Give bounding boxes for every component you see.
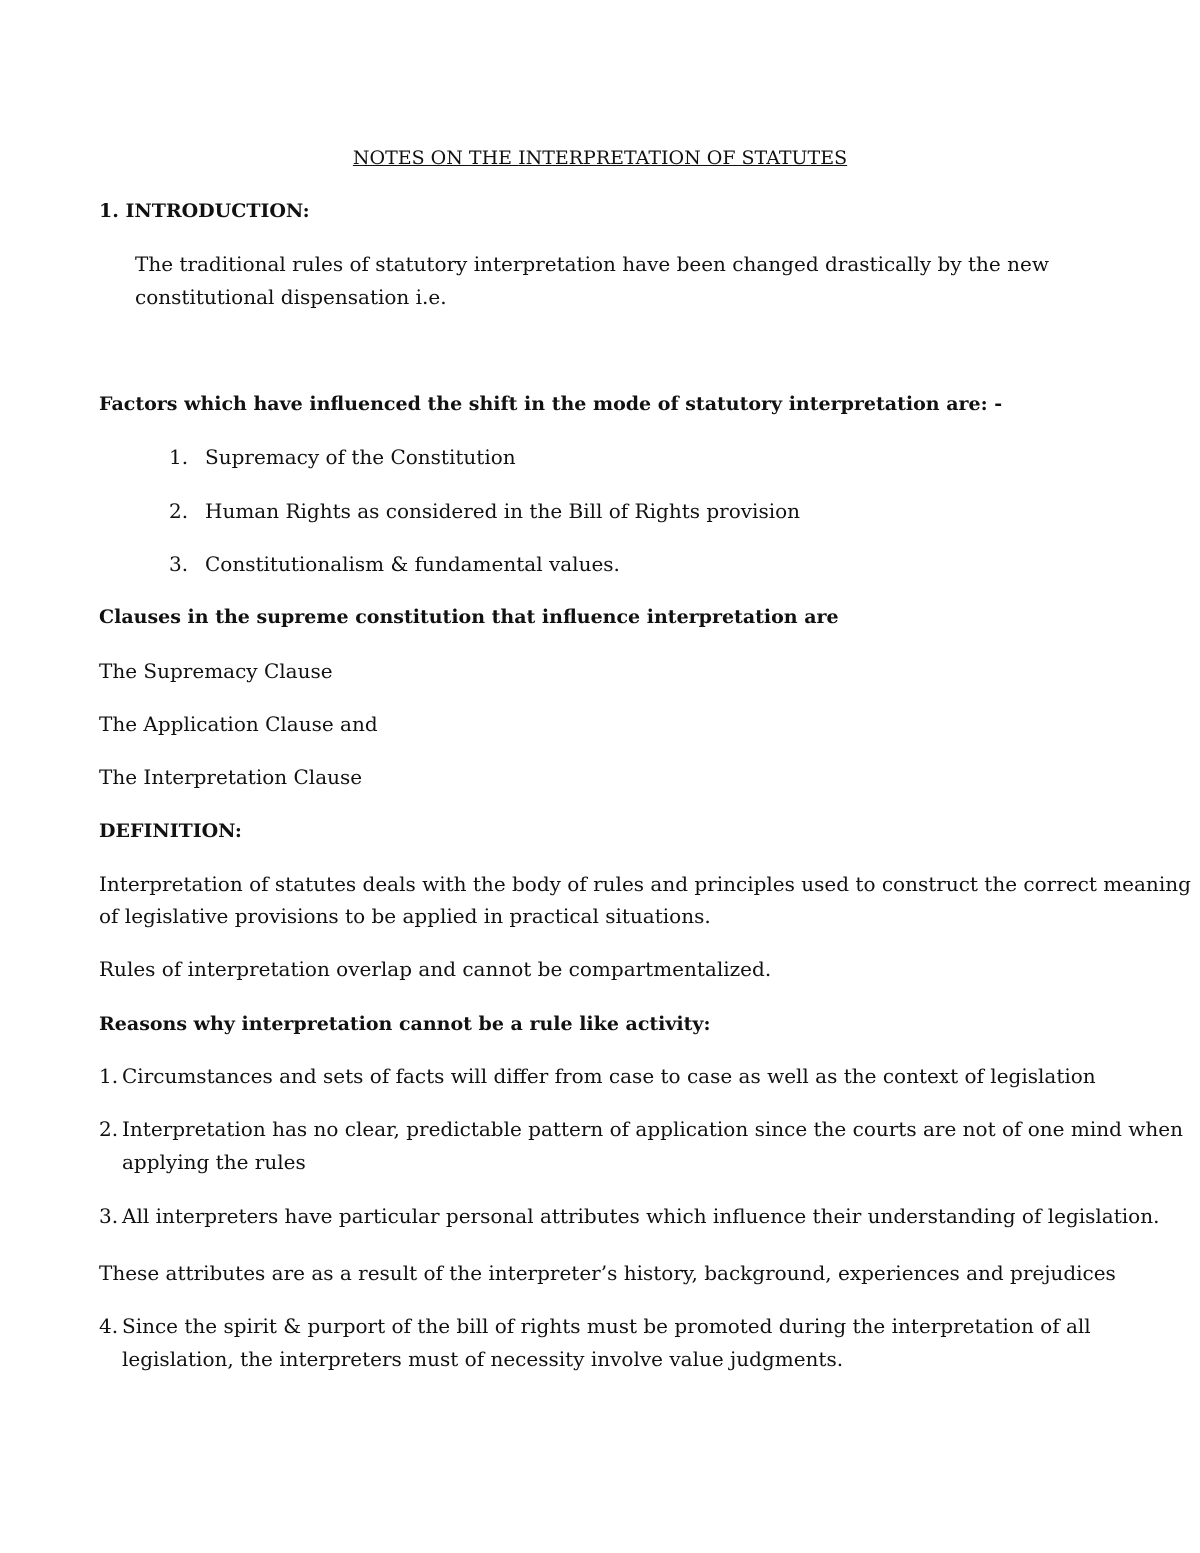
overlap-paragraph: Rules of interpretation overlap and cannot be compartmentalized.: [99, 957, 772, 981]
list-item: Constitutionalism & fundamental values.: [205, 552, 620, 576]
definition-paragraph-line: of legislative provisions to be applied in practical situations.: [99, 904, 711, 928]
list-item: All interpreters have particular personal attributes which influence their understanding of legislation.: [122, 1204, 1160, 1228]
reasons-heading: Reasons why interpretation cannot be a rule like activity:: [99, 1013, 711, 1035]
document-title: NOTES ON THE INTERPRETATION OF STATUTES: [352, 147, 848, 169]
list-item: Circumstances and sets of facts will differ from case to case as well as the context of legislation: [122, 1064, 1096, 1088]
list-item-continuation: applying the rules: [122, 1150, 306, 1174]
definition-paragraph-line: Interpretation of statutes deals with the body of rules and principles used to construct the correct meaning: [99, 872, 1191, 896]
list-item-number: 1.: [99, 1064, 119, 1088]
clause-line: The Interpretation Clause: [99, 765, 363, 789]
list-item: Supremacy of the Constitution: [205, 445, 516, 469]
list-item-number: 3.: [169, 552, 189, 576]
clauses-heading: Clauses in the supreme constitution that influence interpretation are: [99, 606, 839, 628]
list-item: Interpretation has no clear, predictable pattern of application since the courts are not of one mind when: [122, 1117, 1183, 1141]
list-item-number: 3.: [99, 1204, 119, 1228]
definition-heading: DEFINITION:: [99, 820, 242, 842]
list-item-number: 4.: [99, 1314, 119, 1338]
attributes-paragraph: These attributes are as a result of the interpreter’s history, background, experiences and prejudices: [99, 1261, 1116, 1285]
intro-heading: 1. INTRODUCTION:: [99, 200, 310, 222]
list-item-number: 1.: [169, 445, 189, 469]
clause-line: The Supremacy Clause: [99, 659, 333, 683]
list-item-number: 2.: [99, 1117, 119, 1141]
intro-paragraph-line: constitutional dispensation i.e.: [135, 285, 447, 309]
intro-paragraph-line: The traditional rules of statutory interpretation have been changed drastically by the new: [135, 252, 1049, 276]
list-item: Human Rights as considered in the Bill of Rights provision: [205, 499, 801, 523]
list-item-continuation: legislation, the interpreters must of necessity involve value judgments.: [122, 1347, 844, 1371]
factors-heading: Factors which have influenced the shift in the mode of statutory interpretation are: -: [99, 393, 1003, 415]
list-item-number: 2.: [169, 499, 189, 523]
list-item: Since the spirit & purport of the bill of rights must be promoted during the interpretation of all: [122, 1314, 1091, 1338]
clause-line: The Application Clause and: [99, 712, 378, 736]
